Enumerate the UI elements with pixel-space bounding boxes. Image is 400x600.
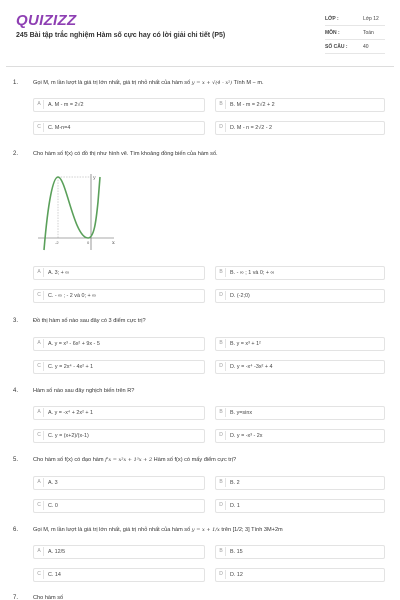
question-number: 5. [13,457,19,463]
question-text: Cho hàm số f(x) có đồ thị như hình vẽ. Tìm khoảng đồng biến của hàm số. [33,151,218,157]
option-a[interactable]: A A. M - m = 2√2 [33,98,205,112]
x-tick-label: 0 [87,240,90,245]
option-c[interactable]: C C. - ∞ ; - 2 và 0; + ∞ [33,289,205,303]
meta-table [325,12,385,54]
question-number: 2. [13,151,19,157]
option-d[interactable]: D D. y = -x³ - 2x [215,429,385,443]
option-b[interactable]: B B. - ∞ ; 1 và 0; + ∞ [215,266,385,280]
meta-row-class [325,12,385,26]
page-header [0,0,400,62]
quizizz-logo[interactable]: QUIZIZZ [16,12,77,29]
option-c[interactable]: C C. M-n=4 [33,121,205,135]
meta-value: 40 [363,43,369,50]
meta-value: Lớp 12 [363,15,379,22]
question-text: Cho hàm số [33,595,64,600]
option-d[interactable]: D D. y = -x⁴ -3x² + 4 [215,360,385,374]
meta-label: SỐ CÂU : [325,43,348,50]
x-tick-label: -2 [55,240,59,245]
question-text: Đồ thị hàm số nào sau đây có 3 điểm cực trị? [33,318,146,324]
question-number: 6. [13,527,19,533]
option-a[interactable]: A A. y = -x⁴ + 2x² + 1 [33,406,205,420]
question-text: Gọi M, m lần lượt là giá trị lớn nhất, giá trị nhỏ nhất của hàm số y = x + 1/x trên [1/2; 3] Tính 3M+2m [33,527,283,533]
function-graph [36,172,116,252]
option-c[interactable]: C C. 14 [33,568,205,582]
option-c[interactable]: C C. 0 [33,499,205,513]
option-a[interactable]: A A. 3 [33,476,205,490]
option-b[interactable]: B B. y = x³ + 1² [215,337,385,351]
question-math: f'x = x²x + 1³x + 2 [105,457,153,463]
meta-row-subject [325,26,385,40]
meta-row-count [325,40,385,54]
question-number: 4. [13,388,19,394]
option-c[interactable]: C C. y = 2x⁴ - 4x² + 1 [33,360,205,374]
function-curve [44,177,100,250]
meta-value: Toán [363,29,374,36]
meta-label: LỚP : [325,15,339,22]
question-text: Cho hàm số f(x) có đạo hàm f'x = x²x + 1³x + 2 Hàm số f(x) có mấy điểm cực trị? [33,457,237,463]
question-text: Gọi M, m lần lượt là giá trị lớn nhất, giá trị nhỏ nhất của hàm số y = x + √(4 - x²) Tính M − m. [33,80,264,86]
question-number: 7. [13,595,19,600]
question-math: y = x + √(4 - x²) [191,80,233,86]
option-b[interactable]: B B. 15 [215,545,385,559]
option-a[interactable]: A A. 3; + ∞ [33,266,205,280]
option-b[interactable]: B B. 2 [215,476,385,490]
y-axis-label: y [93,175,96,181]
question-number: 3. [13,318,19,324]
header-divider [6,66,394,67]
option-a[interactable]: A A. 12/5 [33,545,205,559]
option-c[interactable]: C C. y = (x+2)/(x-1) [33,429,205,443]
page-title: 245 Bài tập trắc nghiệm Hàm số cực hay có lời giải chi tiết (P5) [16,32,226,39]
option-b[interactable]: B B. M - m = 2√2 + 2 [215,98,385,112]
option-d[interactable]: D D. 1 [215,499,385,513]
option-d[interactable]: D D. 12 [215,568,385,582]
option-d[interactable]: D D. M - n = 2√2 - 2 [215,121,385,135]
question-math: y = x + 1/x [191,527,220,533]
question-text: Hàm số nào sau đây nghịch biến trên R? [33,388,135,394]
option-b[interactable]: B B. y=sinx [215,406,385,420]
x-axis-label: x [112,240,115,246]
question-number: 1. [13,80,19,86]
option-d[interactable]: D D. (-2;0) [215,289,385,303]
option-a[interactable]: A A. y = x³ - 6x² + 9x - 5 [33,337,205,351]
meta-label: MÔN : [325,29,340,36]
